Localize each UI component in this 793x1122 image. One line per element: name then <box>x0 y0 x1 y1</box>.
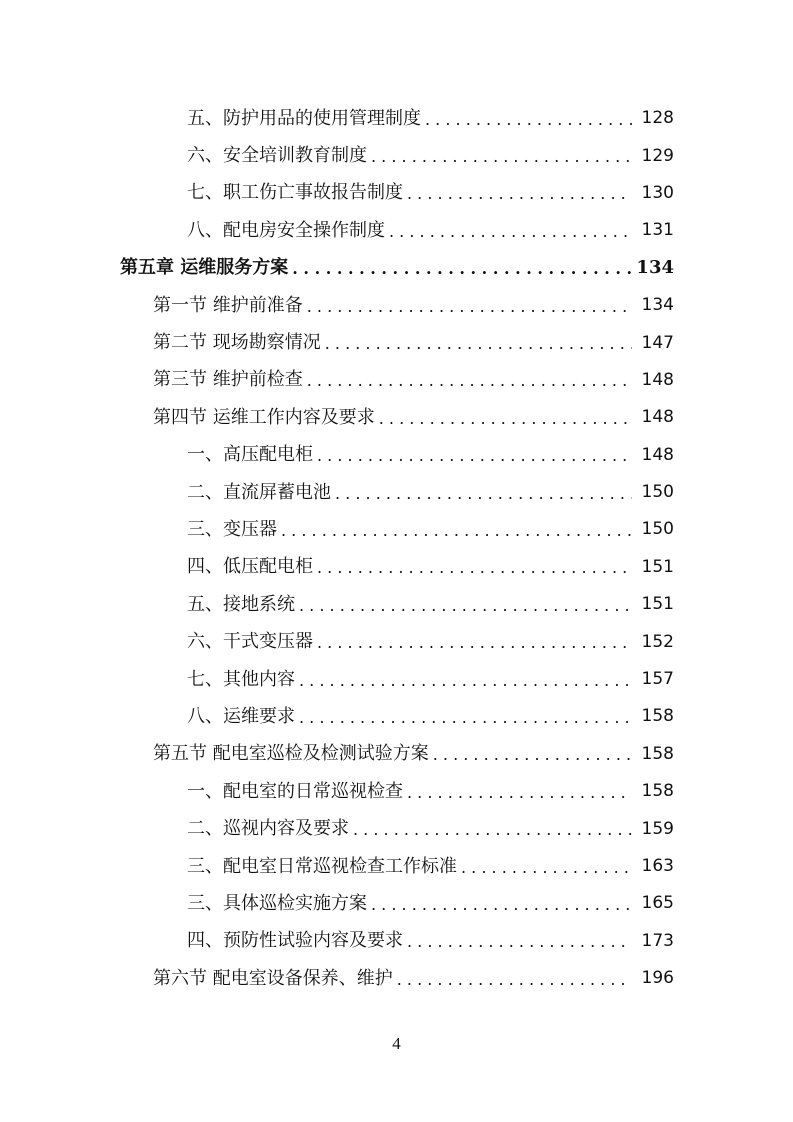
dot-leader <box>389 224 632 240</box>
toc-entry-page: 130 <box>641 182 674 203</box>
toc-entry[interactable] <box>0 175 793 212</box>
toc-entry[interactable] <box>0 362 793 399</box>
toc-entry[interactable] <box>0 100 793 137</box>
toc-entry-page: 150 <box>641 482 674 503</box>
toc-entry-page: 165 <box>641 893 674 914</box>
toc-entry-page: 134 <box>636 257 674 279</box>
toc-entry[interactable] <box>0 885 793 922</box>
toc-entry-page: 148 <box>641 444 674 465</box>
dot-leader <box>317 635 632 651</box>
toc-entry-title: 一、配电室的日常巡视检查 <box>187 780 403 802</box>
toc-entry-title: 三、具体巡检实施方案 <box>187 892 367 914</box>
toc-entry[interactable] <box>0 773 793 810</box>
dot-leader <box>371 897 632 913</box>
toc-entry-page: 152 <box>641 631 674 652</box>
toc-entry-title: 一、高压配电柜 <box>187 444 313 466</box>
toc-entry-page: 148 <box>641 407 674 428</box>
dot-leader <box>299 710 632 726</box>
toc-entry-page: 196 <box>641 968 674 989</box>
dot-leader <box>299 598 632 614</box>
toc-entry-page: 159 <box>641 818 674 839</box>
dot-leader <box>407 934 632 950</box>
dot-leader <box>292 261 632 277</box>
toc-entry-page: 131 <box>641 220 674 241</box>
toc-entry-title: 第一节 维护前准备 <box>153 294 303 316</box>
toc-entry[interactable] <box>0 474 793 511</box>
dot-leader <box>317 448 632 464</box>
toc-entry-title: 第二节 现场勘察情况 <box>153 332 321 354</box>
toc-entry-title: 五、接地系统 <box>187 593 295 615</box>
dot-leader <box>335 486 632 502</box>
dot-leader <box>325 336 632 352</box>
toc-entry-page: 151 <box>641 594 674 615</box>
dot-leader <box>281 523 632 539</box>
toc-entry-page: 150 <box>641 519 674 540</box>
dot-leader <box>425 112 632 128</box>
toc-entry[interactable] <box>0 250 793 287</box>
dot-leader <box>307 373 632 389</box>
toc-entry[interactable] <box>0 923 793 960</box>
toc-entry-page: 134 <box>641 295 674 316</box>
toc-entry-title: 二、直流屏蓄电池 <box>187 481 331 503</box>
dot-leader <box>317 560 632 576</box>
toc-entry-title: 第六节 配电室设备保养、维护 <box>153 967 393 989</box>
toc-entry[interactable] <box>0 661 793 698</box>
toc-entry[interactable] <box>0 511 793 548</box>
toc-entry[interactable] <box>0 437 793 474</box>
toc-entry-page: 157 <box>641 669 674 690</box>
toc-entry-page: 128 <box>641 108 674 129</box>
toc-entry-title: 六、安全培训教育制度 <box>187 145 367 167</box>
toc-entry-page: 147 <box>641 332 674 353</box>
dot-leader <box>371 149 632 165</box>
page-number: 4 <box>392 1034 401 1053</box>
toc-entry-title: 八、运维要求 <box>187 705 295 727</box>
toc-entry-page: 158 <box>641 706 674 727</box>
dot-leader <box>397 972 632 988</box>
toc-entry-page: 163 <box>641 856 674 876</box>
toc-entry-title: 六、干式变压器 <box>187 631 313 653</box>
toc-entry[interactable] <box>0 324 793 361</box>
dot-leader <box>299 673 632 689</box>
toc-entry[interactable] <box>0 848 793 885</box>
toc-entry-page: 173 <box>641 930 674 951</box>
toc-entry-page: 148 <box>641 369 674 390</box>
toc-entry-title: 第五章 运维服务方案 <box>120 257 289 279</box>
dot-leader <box>307 299 632 315</box>
dot-leader <box>407 785 632 801</box>
dot-leader <box>407 186 632 202</box>
toc-entry-title: 三、配电室日常巡视检查工作标准 <box>187 855 457 877</box>
toc-entry-title: 五、防护用品的使用管理制度 <box>187 107 421 129</box>
toc-entry-title: 四、预防性试验内容及要求 <box>187 930 403 952</box>
toc-entry[interactable] <box>0 212 793 249</box>
toc-entry[interactable] <box>0 698 793 735</box>
dot-leader <box>433 747 632 763</box>
toc-entry[interactable] <box>0 287 793 324</box>
toc-entry-page: 158 <box>641 743 674 764</box>
toc-entry[interactable] <box>0 960 793 997</box>
toc-entry-title: 七、其他内容 <box>187 668 295 690</box>
toc-entry-title: 第三节 维护前检查 <box>153 369 303 391</box>
toc-entry-title: 第五节 配电室巡检及检测试验方案 <box>153 743 429 765</box>
toc-entry[interactable] <box>0 399 793 436</box>
toc-entry[interactable] <box>0 586 793 623</box>
toc-entry-title: 七、职工伤亡事故报告制度 <box>187 182 403 204</box>
table-of-contents <box>0 100 793 997</box>
toc-entry-title: 八、配电房安全操作制度 <box>187 219 385 241</box>
toc-entry-page: 129 <box>641 145 674 166</box>
dot-leader <box>353 822 632 838</box>
dot-leader <box>379 411 632 427</box>
toc-entry-title: 三、变压器 <box>187 518 277 540</box>
toc-entry[interactable] <box>0 736 793 773</box>
dot-leader <box>461 860 632 876</box>
toc-entry-title: 二、巡视内容及要求 <box>187 818 349 840</box>
toc-entry[interactable] <box>0 623 793 660</box>
toc-entry-title: 四、低压配电柜 <box>187 556 313 578</box>
toc-entry-page: 151 <box>641 556 674 577</box>
toc-entry[interactable] <box>0 810 793 847</box>
toc-entry[interactable] <box>0 549 793 586</box>
toc-entry-title: 第四节 运维工作内容及要求 <box>153 406 375 428</box>
toc-entry[interactable] <box>0 137 793 174</box>
toc-entry-page: 158 <box>641 781 674 802</box>
